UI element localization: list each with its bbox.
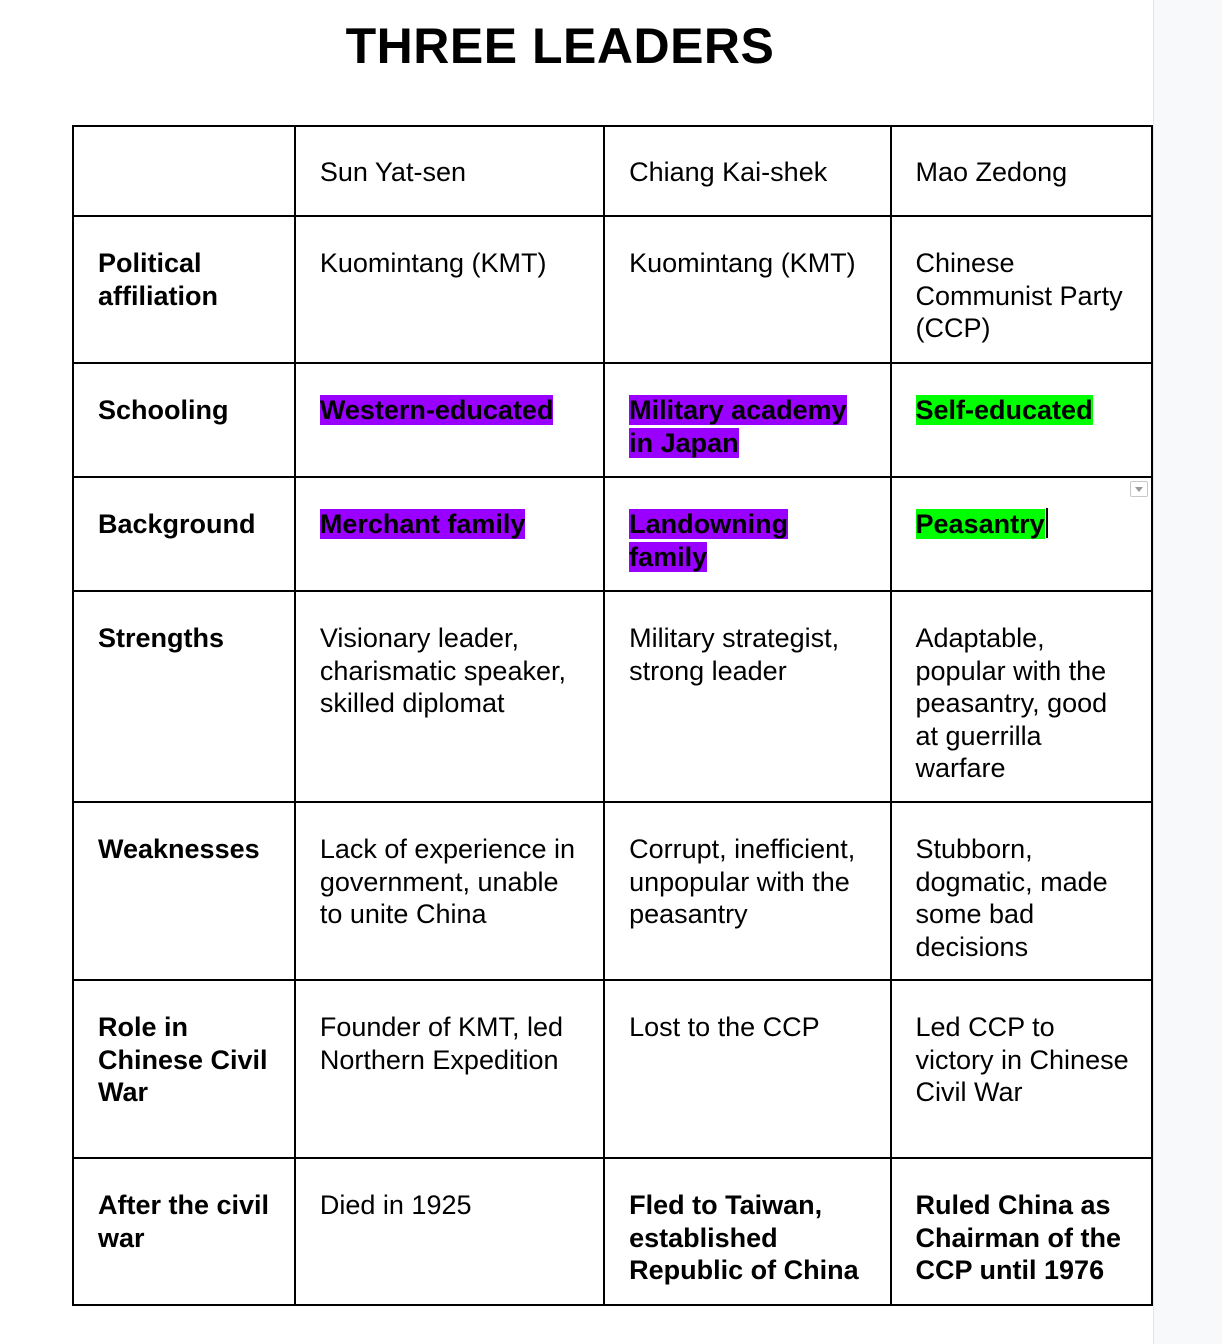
table-cell[interactable]: Died in 1925 [295,1158,604,1305]
row-label-after-civil-war[interactable]: After the civil war [73,1158,295,1305]
table-row-schooling [73,363,1152,477]
table-cell-active[interactable] [891,477,1152,591]
table-cell[interactable]: Stubborn, dogmatic, made some bad decisions [891,802,1152,980]
text-cursor [1046,508,1048,538]
table-header-row [73,126,1152,216]
leader-header-sun-yat-sen[interactable]: Sun Yat-sen [295,126,604,216]
table-row-weaknesses [73,802,1152,980]
table-cell[interactable] [604,477,890,591]
table-cell[interactable]: Kuomintang (KMT) [604,216,890,363]
document-title[interactable]: THREE LEADERS [345,18,775,74]
table-cell[interactable]: Lack of experience in government, unable to unite China [295,802,604,980]
highlighted-text: Merchant family [319,509,526,539]
row-label-political-affiliation[interactable]: Political affiliation [73,216,295,363]
editor-side-gutter [1153,0,1222,1344]
table-cell[interactable] [295,477,604,591]
table-cell[interactable]: Founder of KMT, led Northern Expedition [295,980,604,1158]
table-corner-cell[interactable] [73,126,295,216]
highlighted-text: Landowning family [629,509,789,572]
leader-header-mao-zedong[interactable]: Mao Zedong [891,126,1152,216]
leader-header-chiang-kai-shek[interactable]: Chiang Kai-shek [604,126,890,216]
row-label-role-in-civil-war[interactable]: Role in Chinese Civil War [73,980,295,1158]
table-cell[interactable]: Chinese Communist Party (CCP) [891,216,1152,363]
table-cell[interactable]: Corrupt, inefficient, unpopular with the peasantry [604,802,890,980]
highlighted-text: Peasantry [915,509,1045,539]
table-cell[interactable] [295,363,604,477]
row-label-schooling[interactable]: Schooling [73,363,295,477]
table-cell[interactable]: Ruled China as Chairman of the CCP until 1976 [891,1158,1152,1305]
table-row-strengths [73,591,1152,802]
table-row-after-civil-war [73,1158,1152,1305]
chevron-down-icon[interactable] [1130,481,1148,497]
row-label-background[interactable]: Background [73,477,295,591]
row-label-strengths[interactable]: Strengths [73,591,295,802]
table-row-political-affiliation [73,216,1152,363]
table-row-role-in-civil-war [73,980,1152,1158]
table-cell[interactable]: Visionary leader, charismatic speaker, skilled diplomat [295,591,604,802]
table-cell[interactable]: Adaptable, popular with the peasantry, good at guerrilla warfare [891,591,1152,802]
highlighted-text: Military academy in Japan [629,395,847,458]
table-cell[interactable]: Military strategist, strong leader [604,591,890,802]
table-row-background [73,477,1152,591]
table-cell[interactable] [891,363,1152,477]
highlighted-text: Western-educated [319,395,554,425]
table-cell[interactable]: Led CCP to victory in Chinese Civil War [891,980,1152,1158]
table-cell[interactable]: Lost to the CCP [604,980,890,1158]
leaders-comparison-table[interactable] [72,125,1153,1306]
table-cell[interactable] [604,363,890,477]
table-cell[interactable]: Fled to Taiwan, established Republic of China [604,1158,890,1305]
row-label-weaknesses[interactable]: Weaknesses [73,802,295,980]
highlighted-text: Self-educated [915,395,1093,425]
table-cell[interactable]: Kuomintang (KMT) [295,216,604,363]
